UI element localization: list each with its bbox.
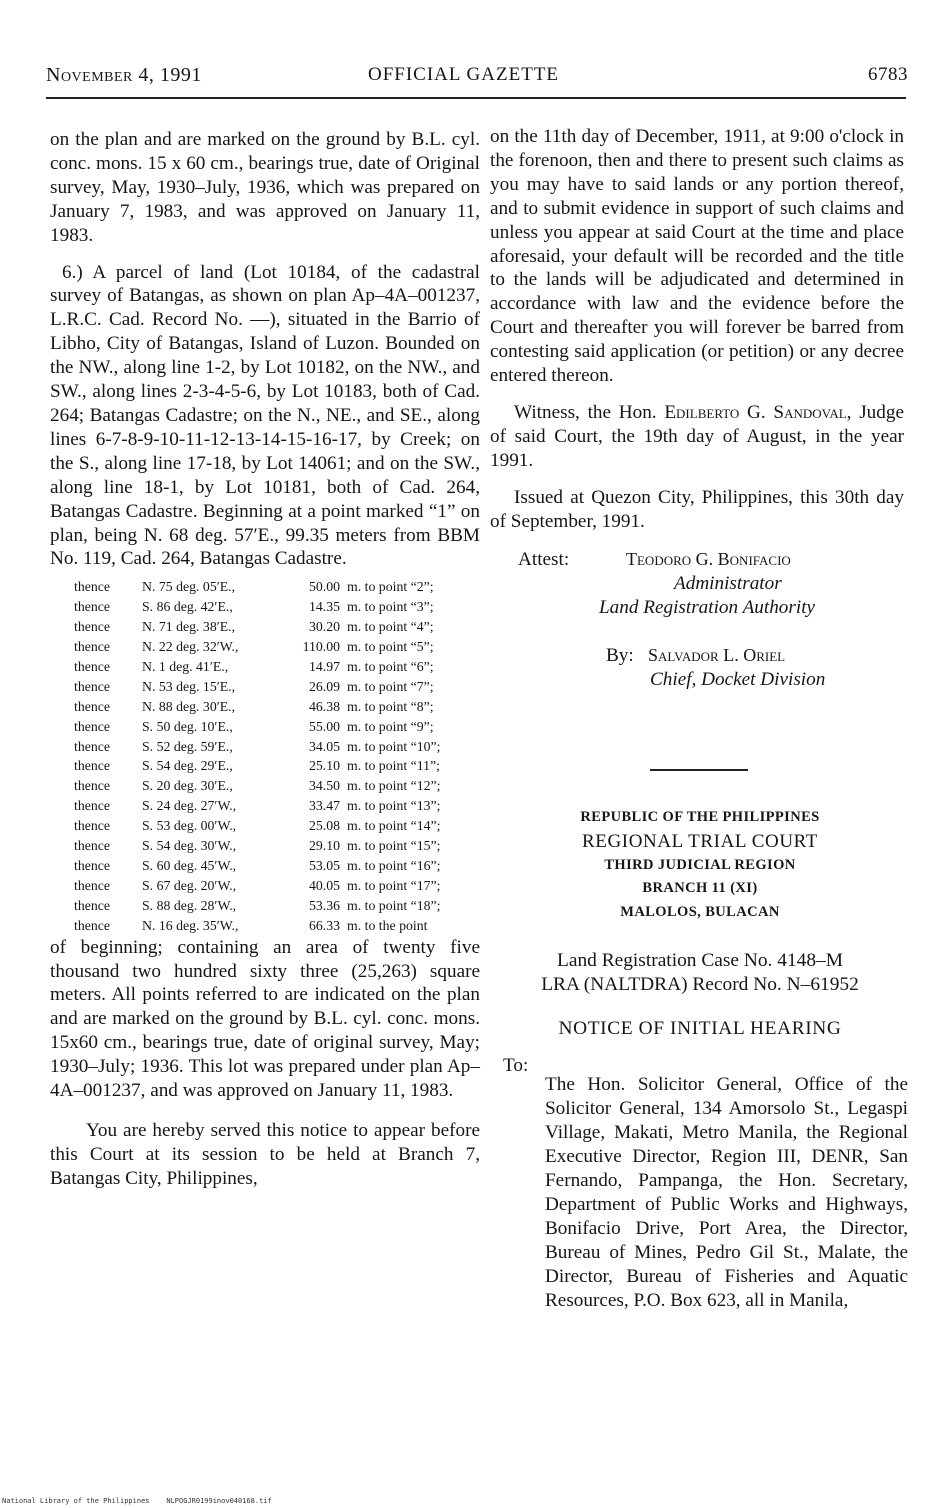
leg-word: thence xyxy=(74,917,111,933)
leg-bearing: S. 50 deg. 10′E., xyxy=(142,718,233,734)
header-title: OFFICIAL GAZETTE xyxy=(368,64,560,85)
court-republic: REPUBLIC OF THE PHILIPPINES xyxy=(580,809,820,825)
technical-description-line xyxy=(74,597,486,617)
witness-paragraph xyxy=(490,401,904,473)
leg-word: thence xyxy=(74,877,111,893)
court-branch: BRANCH 11 (XI) xyxy=(642,880,758,897)
leg-word: thence xyxy=(74,579,111,595)
leg-point: m. to point “7”; xyxy=(347,678,434,694)
court-region: THIRD JUDICIAL REGION xyxy=(604,856,796,873)
leg-point: m. to point “4”; xyxy=(347,619,434,635)
leg-bearing: N. 71 deg. 38′E., xyxy=(142,619,236,635)
leg-distance: 55.00 xyxy=(308,718,340,734)
leg-word: thence xyxy=(74,778,111,794)
leg-distance: 14.35 xyxy=(308,599,340,615)
technical-description-line xyxy=(74,916,486,936)
served-notice-paragraph: You are hereby served this notice to appear before this Court at its session to be held at Branch 7, Batangas City, Philippines, xyxy=(50,1119,480,1189)
leg-bearing: S. 24 deg. 27′W., xyxy=(142,798,237,814)
leg-distance: 53.36 xyxy=(308,897,340,913)
leg-distance: 14.97 xyxy=(308,658,340,674)
leg-bearing: S. 88 deg. 28′W., xyxy=(142,897,237,913)
leg-distance: 34.05 xyxy=(308,738,340,754)
section-divider xyxy=(650,769,748,771)
leg-bearing: S. 53 deg. 00′W., xyxy=(142,818,237,834)
by-signatory-title: Chief, Docket Division xyxy=(650,668,826,690)
leg-bearing: S. 86 deg. 42′E., xyxy=(142,599,233,615)
scan-footer: National Library of the Philippines NLPOGJR0199inov040168.tif xyxy=(2,1497,272,1505)
leg-point: m. to point “9”; xyxy=(347,718,434,734)
by-signatory-name: Salvador L. Oriel xyxy=(648,644,786,665)
technical-description-line xyxy=(74,796,486,816)
leg-word: thence xyxy=(74,897,111,913)
right-paragraph-continued: on the 11th day of December, 1911, at 9:00 o'clock in the forenoon, then and there to present such claims as you may have to said lands or any portion thereof, and to submit evidence in support of such claims and unless you appear at said Court at the time and place aforesaid, your default will be recorded and the title to the lands will be adjudicated and determined in accordance with law and the evidence before the Court and thereafter you will forever be barred from contesting said application (or petition) or any decree entered thereon. xyxy=(490,126,904,387)
leg-point: m. to the point xyxy=(347,917,428,933)
attest-signatory-title: Administrator xyxy=(674,572,782,594)
leg-distance: 53.05 xyxy=(308,858,340,873)
technical-description-line xyxy=(74,697,486,717)
leg-distance: 50.00 xyxy=(308,579,340,595)
record-number: LRA (NALTDRA) Record No. N–61952 xyxy=(541,974,859,995)
issued-paragraph: Issued at Quezon City, Philippines, this 30th day of September, 1991. xyxy=(490,486,904,532)
technical-description-line xyxy=(74,677,486,697)
area-paragraph: of beginning; containing an area of twenty five thousand two hundred sixty three (25,263) square meters. All points referred to are indicated on the plan and are marked on the ground by B.L. cyl. conc. mons. 15x60 cm., bearings true, date of original survey, May; 1930–July; 1936. This lot was prepared under plan Ap–4A–001237, and was approved on January 11, 1983. xyxy=(50,936,480,1102)
header-page-number: 6783 xyxy=(868,64,908,85)
technical-description-line xyxy=(74,717,486,737)
technical-description-line xyxy=(74,756,486,776)
leg-bearing: S. 67 deg. 20′W., xyxy=(142,877,237,893)
lot-description-paragraph: 6.) A parcel of land (Lot 10184, of the cadastral survey of Batangas, as shown on plan Ap–4A–001237, L.R.C. Cad. Record No. —), situated in the Barrio of Libho, City of Batangas, Island of Luzon. Bounded on the NW., along line 1-2, by Lot 10182, on the NW., and SW., along lines 2-3-4-5-6, by Lot 10183, both of Cad. 264; Batangas Cadastre; on the N., NE., and SE., along lines 6-7-8-9-10-11-12-13-14-15-16-17, by Creek; on the S., along line 17-18, by Lot 14061; and on the SW., along line 18-1, by Lot 10181, both of Cad. 264, Batangas Cadastre. Beginning at a point marked “1” on plan, being N. 68 deg. 57′E., 99.35 meters from BBM No. 119, Cad. 264, Batangas Cadastre. xyxy=(50,261,480,570)
leg-point: m. to point “3”; xyxy=(347,599,434,615)
left-paragraph-continued: on the plan and are marked on the ground by B.L. cyl. conc. mons. 15 x 60 cm., bearings true, date of Original survey, May, 1930–July, 1936, which was prepared on January 7, 1983, and was approved on January 11, 1983. xyxy=(50,129,480,246)
leg-bearing: N. 1 deg. 41′E., xyxy=(142,658,229,674)
witness-suffix: Judge of said Court, the 19th day of August, in the year 1991. xyxy=(490,401,904,471)
technical-description-line xyxy=(74,737,486,757)
leg-distance: 26.09 xyxy=(308,678,340,694)
leg-distance: 110.00 xyxy=(302,639,340,655)
right-column xyxy=(490,125,904,702)
leg-word: thence xyxy=(74,818,111,834)
leg-point: m. to point “5”; xyxy=(347,639,434,655)
leg-word: thence xyxy=(74,718,111,734)
leg-word: thence xyxy=(74,738,111,754)
attestation-block xyxy=(490,548,904,702)
leg-distance: 25.08 xyxy=(308,818,340,834)
left-column xyxy=(50,128,480,1191)
leg-distance: 34.50 xyxy=(308,778,340,794)
leg-bearing: N. 53 deg. 15′E., xyxy=(142,678,236,694)
technical-description-list xyxy=(74,577,486,935)
addressee-block xyxy=(503,1054,908,1332)
leg-bearing: N. 75 deg. 05′E., xyxy=(142,579,236,595)
judge-name: Edilberto G. Sandoval, xyxy=(664,401,852,423)
case-number-block xyxy=(490,949,910,997)
leg-point: m. to point “6”; xyxy=(347,658,434,674)
leg-point: m. to point “12”; xyxy=(347,778,441,794)
technical-description-line xyxy=(74,836,486,856)
attest-label: Attest: xyxy=(518,548,570,570)
technical-description-line xyxy=(74,617,486,637)
leg-word: thence xyxy=(74,639,111,655)
court-location: MALOLOS, BULACAN xyxy=(620,904,780,921)
leg-bearing: S. 54 deg. 30′W., xyxy=(142,838,237,854)
leg-point: m. to point “17”; xyxy=(347,877,441,893)
leg-word: thence xyxy=(74,599,111,615)
leg-word: thence xyxy=(74,798,111,814)
witness-prefix: Witness, the Hon. xyxy=(514,401,665,423)
technical-description-line xyxy=(74,637,486,657)
leg-word: thence xyxy=(74,698,111,714)
by-label: By: xyxy=(606,644,634,666)
header-rule xyxy=(46,97,906,99)
court-heading xyxy=(490,806,910,925)
case-number: Land Registration Case No. 4148–M xyxy=(557,950,843,971)
to-label: To: xyxy=(503,1055,529,1076)
leg-bearing: N. 16 deg. 35′W., xyxy=(142,917,239,933)
header-date: November 4, 1991 xyxy=(46,64,202,86)
leg-word: thence xyxy=(74,678,111,694)
technical-description-line xyxy=(74,577,486,597)
leg-word: thence xyxy=(74,758,111,774)
leg-distance: 30.20 xyxy=(308,619,340,635)
leg-point: m. to point “18”; xyxy=(347,897,441,913)
leg-point: m. to point “10”; xyxy=(347,738,441,754)
leg-distance: 33.47 xyxy=(308,798,340,814)
notice-title: NOTICE OF INITIAL HEARING xyxy=(558,1018,842,1039)
leg-point: m. to point “14”; xyxy=(347,818,441,834)
leg-bearing: S. 20 deg. 30′E., xyxy=(142,778,233,794)
leg-bearing: N. 22 deg. 32′W., xyxy=(142,639,239,655)
technical-description-line xyxy=(74,657,486,677)
leg-point: m. to point “8”; xyxy=(347,698,434,714)
technical-description-line xyxy=(74,856,486,876)
technical-description-line xyxy=(74,816,486,836)
technical-description-line xyxy=(74,876,486,896)
leg-distance: 46.38 xyxy=(308,698,340,714)
leg-point: m. to point “11”; xyxy=(347,758,440,774)
leg-distance: 29.10 xyxy=(308,838,340,854)
leg-point: m. to point “15”; xyxy=(347,838,441,854)
leg-point: m. to point “13”; xyxy=(347,798,441,814)
leg-point: m. to point “16”; xyxy=(347,858,441,873)
attest-signatory-office: Land Registration Authority xyxy=(599,596,816,618)
leg-word: thence xyxy=(74,858,111,873)
leg-bearing: N. 88 deg. 30′E., xyxy=(142,698,236,714)
leg-bearing: S. 54 deg. 29′E., xyxy=(142,758,233,774)
technical-description-line xyxy=(74,896,486,916)
leg-point: m. to point “2”; xyxy=(347,579,434,595)
leg-word: thence xyxy=(74,838,111,854)
leg-distance: 40.05 xyxy=(308,877,340,893)
technical-description-line xyxy=(74,776,486,796)
attest-signatory-name: Teodoro G. Bonifacio xyxy=(626,548,791,569)
leg-bearing: S. 52 deg. 59′E., xyxy=(142,738,233,754)
leg-word: thence xyxy=(74,619,111,635)
leg-distance: 66.33 xyxy=(308,917,340,933)
leg-bearing: S. 60 deg. 45′W., xyxy=(142,858,237,873)
addressee-text: The Hon. Solicitor General, Office of the Solicitor General, 134 Amorsolo St., Legaspi Village, Makati, Metro Manila, the Regional Executive Director, Region III, DENR, San Fernando, Pampanga, the Hon. Secretary, Department of Public Works and Highways, Bonifacio Drive, Port Area, the Director, Bureau of Mines, Pedro Gil St., Malate, the Director, Bureau of Fisheries and Aquatic Resources, P.O. Box 623, all in Manila, xyxy=(545,1074,908,1312)
court-name: REGIONAL TRIAL COURT xyxy=(581,830,819,852)
leg-distance: 25.10 xyxy=(308,758,340,774)
leg-word: thence xyxy=(74,658,111,674)
